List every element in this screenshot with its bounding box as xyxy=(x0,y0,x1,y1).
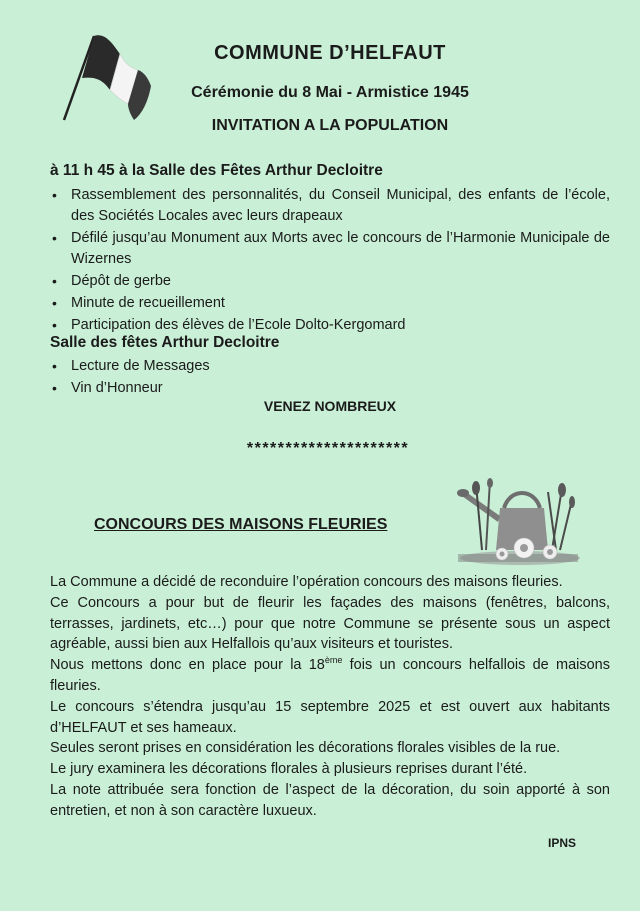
contest-paragraph: La note attribuée sera fonction de l’aspect de la décoration, du soin apporté à son entretien, et non à son caractère luxueux. xyxy=(50,781,610,819)
ordinal-suffix: ème xyxy=(324,655,343,666)
contest-paragraph: Ce Concours a pour but de fleurir les façades des maisons (fenêtres, balcons, terrasses, jardinets, etc…) pour que notre Commune se présente sous un aspect agréable, aussi bien aux Helfallois qu’aux visiteurs et touristes. xyxy=(50,594,610,653)
french-flag-icon xyxy=(58,28,153,123)
program-heading-1: à 11 h 45 à la Salle des Fêtes Arthur Decloitre xyxy=(50,162,383,179)
contest-body xyxy=(50,572,610,822)
ipns-mention: IPNS xyxy=(548,836,577,850)
contest-paragraph: Le jury examinera les décorations florales à plusieurs reprises durant l’été. xyxy=(50,761,528,778)
invitation-title: INVITATION A LA POPULATION xyxy=(211,117,449,134)
list-item: • Vin d’Honneur xyxy=(50,378,610,399)
program-heading-2: Salle des fêtes Arthur Decloitre xyxy=(50,334,280,351)
list-item: • Lecture de Messages xyxy=(50,356,610,377)
contest-paragraph: Seules seront prises en considération les décorations florales visibles de la rue. xyxy=(50,740,561,757)
separator: ********************* xyxy=(246,440,410,457)
call-to-attend: VENEZ NOMBREUX xyxy=(263,398,397,414)
program-list-2 xyxy=(50,356,610,400)
contest-paragraph: Le concours s’étendra jusqu’au 15 septembre 2025 et est ouvert aux habitants d’HELFAUT et ses hameaux. xyxy=(50,698,610,736)
list-item: • Minute de recueillement xyxy=(50,293,610,314)
contest-title: CONCOURS DES MAISONS FLEURIES xyxy=(94,516,388,533)
contest-paragraph: La Commune a décidé de reconduire l’opération concours des maisons fleuries. xyxy=(50,574,563,590)
list-item: • Dépôt de gerbe xyxy=(50,271,610,292)
contest-text: fois un concours helfallois de maisons fleuries. xyxy=(50,657,610,694)
watering-can-flowers-icon xyxy=(452,478,580,566)
list-item: • Défilé jusqu’au Monument aux Morts avec le concours de l’Harmonie Municipale de Wizernes xyxy=(50,228,610,270)
contest-text: Nous mettons donc en place pour la 18 xyxy=(50,657,325,674)
program-list-1 xyxy=(50,185,610,337)
list-item: • Participation des élèves de l’Ecole Dolto-Kergomard xyxy=(50,315,610,336)
list-item: • Rassemblement des personnalités, du Conseil Municipal, des enfants de l’école, des Sociétés Locales avec leurs drapeaux xyxy=(50,185,610,227)
commune-title: COMMUNE D’HELFAUT xyxy=(214,42,446,64)
ceremony-title: Cérémonie du 8 Mai - Armistice 1945 xyxy=(191,84,469,101)
contest-paragraph xyxy=(50,655,610,697)
